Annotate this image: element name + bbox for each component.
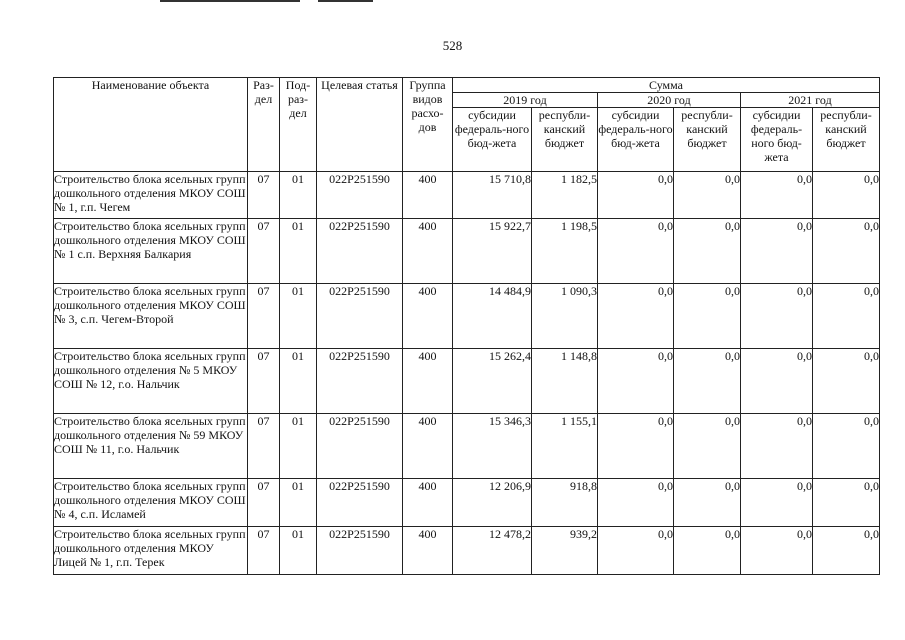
object-name: Строительство блока ясельных групп дошкольного отделения МКОУ СОШ № 3, с.п. Чегем-Второй bbox=[54, 284, 248, 349]
header-target-article: Целевая статья bbox=[317, 78, 403, 172]
header-republic-2020: республи-канский бюджет bbox=[674, 108, 741, 172]
article-cell: 022P251590 bbox=[317, 479, 403, 527]
republic-2021-cell: 0,0 bbox=[813, 284, 880, 349]
table-row bbox=[54, 284, 880, 349]
budget-table bbox=[53, 77, 880, 575]
republic-2019-cell: 1 182,5 bbox=[532, 172, 598, 219]
header-expense-group: Группа видов расхо-дов bbox=[403, 78, 453, 172]
federal-2020-cell: 0,0 bbox=[598, 479, 674, 527]
header-section: Раз-дел bbox=[248, 78, 280, 172]
group-cell: 400 bbox=[403, 172, 453, 219]
subsection-cell: 01 bbox=[280, 172, 317, 219]
federal-2021-cell: 0,0 bbox=[741, 219, 813, 284]
group-cell: 400 bbox=[403, 479, 453, 527]
federal-2019-cell: 12 478,2 bbox=[453, 527, 532, 575]
article-cell: 022P251590 bbox=[317, 349, 403, 414]
republic-2020-cell: 0,0 bbox=[674, 172, 741, 219]
subsection-cell: 01 bbox=[280, 349, 317, 414]
republic-2020-cell: 0,0 bbox=[674, 527, 741, 575]
table-row bbox=[54, 414, 880, 479]
object-name: Строительство блока ясельных групп дошкольного отделения МКОУ СОШ № 1, г.п. Чегем bbox=[54, 172, 248, 219]
header-federal-2021: субсидии федераль-ного бюд-жета bbox=[741, 108, 813, 172]
object-name: Строительство блока ясельных групп дошкольного отделения № 5 МКОУ СОШ № 12, г.о. Нальчик bbox=[54, 349, 248, 414]
republic-2019-cell: 1 148,8 bbox=[532, 349, 598, 414]
republic-2020-cell: 0,0 bbox=[674, 414, 741, 479]
federal-2020-cell: 0,0 bbox=[598, 414, 674, 479]
subsection-cell: 01 bbox=[280, 284, 317, 349]
table-row bbox=[54, 479, 880, 527]
scan-artifact-line bbox=[160, 0, 300, 2]
federal-2019-cell: 15 922,7 bbox=[453, 219, 532, 284]
section-cell: 07 bbox=[248, 219, 280, 284]
section-cell: 07 bbox=[248, 172, 280, 219]
header-federal-2020: субсидии федераль-ного бюд-жета bbox=[598, 108, 674, 172]
republic-2020-cell: 0,0 bbox=[674, 284, 741, 349]
object-name: Строительство блока ясельных групп дошкольного отделения МКОУ Лицей № 1, г.п. Терек bbox=[54, 527, 248, 575]
federal-2019-cell: 15 710,8 bbox=[453, 172, 532, 219]
group-cell: 400 bbox=[403, 527, 453, 575]
header-republic-2019: республи-канский бюджет bbox=[532, 108, 598, 172]
section-cell: 07 bbox=[248, 414, 280, 479]
republic-2020-cell: 0,0 bbox=[674, 219, 741, 284]
federal-2021-cell: 0,0 bbox=[741, 349, 813, 414]
header-federal-2019: субсидии федераль-ного бюд-жета bbox=[453, 108, 532, 172]
header-sum: Сумма bbox=[453, 78, 880, 93]
object-name: Строительство блока ясельных групп дошкольного отделения МКОУ СОШ № 4, с.п. Исламей bbox=[54, 479, 248, 527]
federal-2020-cell: 0,0 bbox=[598, 527, 674, 575]
scan-artifact-line bbox=[318, 0, 373, 2]
section-cell: 07 bbox=[248, 527, 280, 575]
table-row bbox=[54, 172, 880, 219]
republic-2021-cell: 0,0 bbox=[813, 527, 880, 575]
federal-2020-cell: 0,0 bbox=[598, 284, 674, 349]
republic-2021-cell: 0,0 bbox=[813, 219, 880, 284]
header-republic-2021: республи-канский бюджет bbox=[813, 108, 880, 172]
federal-2019-cell: 12 206,9 bbox=[453, 479, 532, 527]
republic-2021-cell: 0,0 bbox=[813, 349, 880, 414]
object-name: Строительство блока ясельных групп дошкольного отделения № 59 МКОУ СОШ № 11, г.о. Нальчик bbox=[54, 414, 248, 479]
subsection-cell: 01 bbox=[280, 527, 317, 575]
federal-2021-cell: 0,0 bbox=[741, 479, 813, 527]
republic-2021-cell: 0,0 bbox=[813, 414, 880, 479]
federal-2019-cell: 14 484,9 bbox=[453, 284, 532, 349]
table-row bbox=[54, 349, 880, 414]
table-row bbox=[54, 527, 880, 575]
header-year-2020: 2020 год bbox=[598, 93, 741, 108]
federal-2020-cell: 0,0 bbox=[598, 219, 674, 284]
subsection-cell: 01 bbox=[280, 479, 317, 527]
federal-2021-cell: 0,0 bbox=[741, 284, 813, 349]
federal-2019-cell: 15 346,3 bbox=[453, 414, 532, 479]
federal-2021-cell: 0,0 bbox=[741, 172, 813, 219]
subsection-cell: 01 bbox=[280, 219, 317, 284]
table-row bbox=[54, 219, 880, 284]
header-year-2021: 2021 год bbox=[741, 93, 880, 108]
article-cell: 022P251590 bbox=[317, 284, 403, 349]
republic-2019-cell: 1 090,3 bbox=[532, 284, 598, 349]
section-cell: 07 bbox=[248, 479, 280, 527]
group-cell: 400 bbox=[403, 219, 453, 284]
subsection-cell: 01 bbox=[280, 414, 317, 479]
article-cell: 022P251590 bbox=[317, 172, 403, 219]
section-cell: 07 bbox=[248, 284, 280, 349]
header-year-2019: 2019 год bbox=[453, 93, 598, 108]
group-cell: 400 bbox=[403, 349, 453, 414]
republic-2019-cell: 918,8 bbox=[532, 479, 598, 527]
header-name: Наименование объекта bbox=[54, 78, 248, 172]
federal-2019-cell: 15 262,4 bbox=[453, 349, 532, 414]
header-subsection: Под-раз-дел bbox=[280, 78, 317, 172]
article-cell: 022P251590 bbox=[317, 219, 403, 284]
federal-2021-cell: 0,0 bbox=[741, 414, 813, 479]
article-cell: 022P251590 bbox=[317, 527, 403, 575]
object-name: Строительство блока ясельных групп дошкольного отделения МКОУ СОШ № 1 с.п. Верхняя Балкария bbox=[54, 219, 248, 284]
republic-2019-cell: 939,2 bbox=[532, 527, 598, 575]
republic-2019-cell: 1 155,1 bbox=[532, 414, 598, 479]
republic-2020-cell: 0,0 bbox=[674, 349, 741, 414]
page-number: 528 bbox=[442, 38, 463, 53]
republic-2021-cell: 0,0 bbox=[813, 479, 880, 527]
section-cell: 07 bbox=[248, 349, 280, 414]
article-cell: 022P251590 bbox=[317, 414, 403, 479]
republic-2020-cell: 0,0 bbox=[674, 479, 741, 527]
federal-2020-cell: 0,0 bbox=[598, 172, 674, 219]
federal-2020-cell: 0,0 bbox=[598, 349, 674, 414]
republic-2021-cell: 0,0 bbox=[813, 172, 880, 219]
group-cell: 400 bbox=[403, 284, 453, 349]
republic-2019-cell: 1 198,5 bbox=[532, 219, 598, 284]
federal-2021-cell: 0,0 bbox=[741, 527, 813, 575]
group-cell: 400 bbox=[403, 414, 453, 479]
